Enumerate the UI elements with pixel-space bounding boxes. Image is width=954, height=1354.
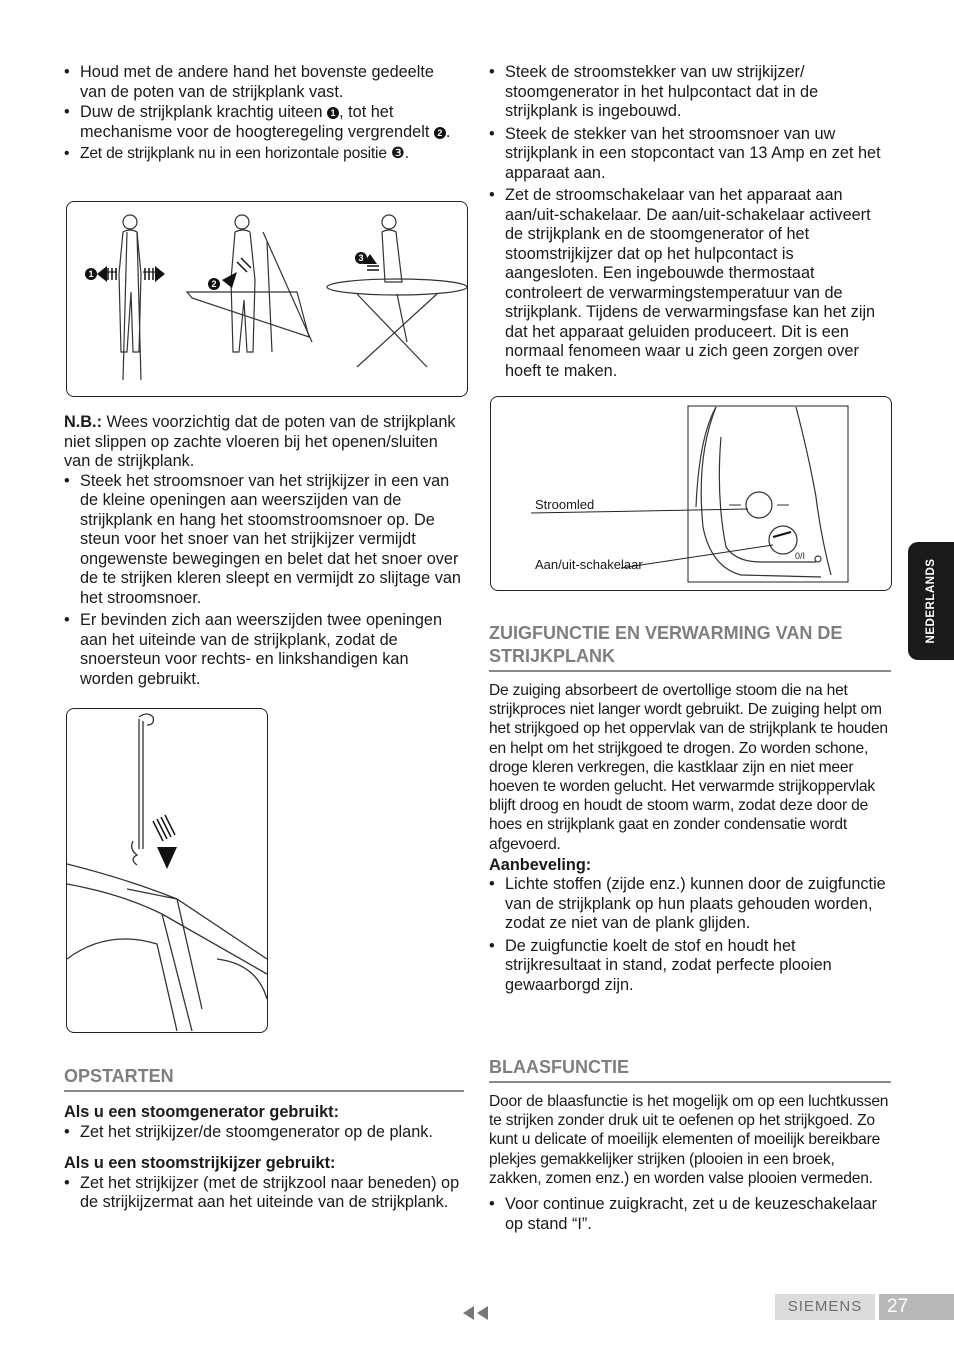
stroomled-label: Stroomled [535, 497, 595, 512]
list-item: • Houd met de andere hand het bovenste gedeelte van de poten van de strijkplank vast. [64, 63, 464, 102]
list-item: • Steek de stroomstekker van uw strijkijzer/ stoomgenerator in het hulpcontact dat in de strijkplank is ingebouwd. [489, 63, 891, 122]
list-item: • Steek het stroomsnoer van het strijkijzer in een van de kleine openingen aan weerszijden van de strijkplank en hang het stoomstroomsnoer op. De steun voor het snoer van het strijkijzer vermijdt ongewenste bewegingen en belet dat het snoer over de te strijken kleren sleept en vermijdt zo slijtage van het stroomsnoer. [64, 472, 464, 609]
list-item: • Lichte stoffen (zijde enz.) kunnen door de zuigfunctie van de strijkplank op hun plaats gehouden worden, zodat ze niet van de plank glijden. [489, 875, 891, 934]
language-tab-label: NEDERLANDS [925, 558, 937, 644]
push-text-a: Duw de strijkplank krachtig uiteen [80, 103, 328, 121]
push-text-b: , tot het mechanisme voor de hoogteregeling vergrendelt [80, 103, 434, 141]
zuig-paragraph: De zuiging absorbeert de overtollige stoom die na het strijkproces niet langer wordt gebruikt. De zuiging helpt om het strijkgoed op het oppervlak van de strijkplank te houden en helpt om het strijkgoed te drogen. Zo worden schone, droge kleren verkregen, die kastklaar zijn en niet meer hoeven te worden gelucht. Het verwarmde strijkoppervlak blijft droog en houdt de stoom warm, zodat deze door de hoes en strijkplank gaat en zonder condensatie wordt afgevoerd. [489, 682, 888, 853]
marker-2-icon: 2 [434, 127, 446, 139]
nb-label: N.B.: [64, 413, 102, 431]
list-item [64, 103, 464, 142]
power-list [489, 63, 891, 381]
board-setup-illustration [66, 201, 468, 397]
blaas-paragraph: Door de blaasfunctie is het mogelijk om op een luchtkussen te strijken zonder druk uit te oefenen op het strijkgoed. Zo kunt u delicate of moeilijk elementen of moeilijk bereikbare plekjes gemakkelijker strijken (plooien in een broek, zakken, zomen enz.) en worden valse plooien vermeden. [489, 1093, 889, 1187]
fig-marker-1-icon: 1 [85, 268, 97, 280]
generator-heading: Als u een stoomgenerator gebruikt: [64, 1103, 340, 1121]
language-tab [908, 542, 954, 660]
zuig-body [489, 681, 891, 854]
opstarten-heading: OPSTARTEN [64, 1065, 464, 1092]
blaas-section [489, 1056, 891, 1234]
switch-panel-illustration [490, 396, 892, 591]
blaas-heading: BLAASFUNCTIE [489, 1056, 891, 1083]
setup-list [64, 63, 464, 164]
iron-list [64, 1174, 464, 1213]
blaas-list [489, 1195, 891, 1234]
zuig-heading: ZUIGFUNCTIE EN VERWARMING VAN DE STRIJKPLANK [489, 622, 891, 672]
list-item: • Zet het strijkijzer (met de strijkzool naar beneden) op de strijkijzermat aan het uiteinde van de strijkplank. [64, 1174, 464, 1213]
brand-label: SIEMENS [775, 1294, 875, 1320]
list-item: • Er bevinden zich aan weerszijden twee openingen aan het uiteinde van de strijkplank, zodat de snoersteun voor rechts- en linkshandigen kan worden gebruikt. [64, 611, 464, 689]
generator-list [64, 1123, 464, 1143]
opstarten-section [64, 1065, 464, 1213]
nb-text: Wees voorzichtig dat de poten van de strijkplank niet slippen op zachte vloeren bij het openen/sluiten van de strijkplank. [64, 413, 456, 470]
rewind-icon[interactable] [463, 1306, 491, 1325]
cord-support-illustration [66, 708, 268, 1033]
blaas-body [489, 1092, 891, 1188]
zuig-section [489, 622, 891, 995]
cord-support-drawing [67, 709, 267, 1032]
push-text-c: . [445, 122, 451, 141]
switch-label: Aan/uit-schakelaar [535, 557, 643, 572]
list-item: • Voor continue zuigkracht, zet u de keuzeschakelaar op stand “I”. [489, 1195, 891, 1234]
list-item: • Steek de stekker van het stroomsnoer van uw strijkplank in een stopcontact van 13 Amp en zet het apparaat aan. [489, 125, 891, 184]
aanbeveling-list [489, 875, 891, 995]
list-item: • Zet het strijkijzer/de stoomgenerator op de plank. [64, 1123, 464, 1143]
fig-marker-2-icon: 2 [208, 278, 220, 290]
list-item: • Zet de strijkplank nu in een horizontale positie ❸. [64, 144, 464, 164]
cord-list [64, 472, 464, 690]
marker-1-icon: 1 [327, 107, 339, 119]
page-number: 27 [879, 1294, 954, 1320]
aanbeveling-heading: Aanbeveling: [489, 855, 592, 874]
board-setup-drawing [67, 202, 467, 396]
nb-paragraph [64, 413, 464, 472]
iron-heading: Als u een stoomstrijkijzer gebruikt: [64, 1154, 336, 1172]
list-item: • De zuigfunctie koelt de stof en houdt het strijkresultaat in stand, zodat perfecte plooien gewaarborgd zijn. [489, 937, 891, 996]
fig-marker-3-icon: 3 [355, 252, 367, 264]
nb-block [64, 413, 464, 689]
list-item: • Zet de stroomschakelaar van het apparaat aan aan/uit-schakelaar. De aan/uit-schakelaar activeert de strijkplank en de stoomgenerator of het stoomstrijkijzer dat op het hulpcontact is aangesloten. Een ingebouwde thermostaat controleert de verwarmingstemperatuur van de strijkplank. Tijdens de verwarmingsfase kan het zijn dat het apparaat geluiden produceert. Dit is een normaal fenomeen waar u zich geen zorgen over hoeft te maken. [489, 186, 891, 381]
switch-position-mark: 0/I [795, 551, 806, 561]
